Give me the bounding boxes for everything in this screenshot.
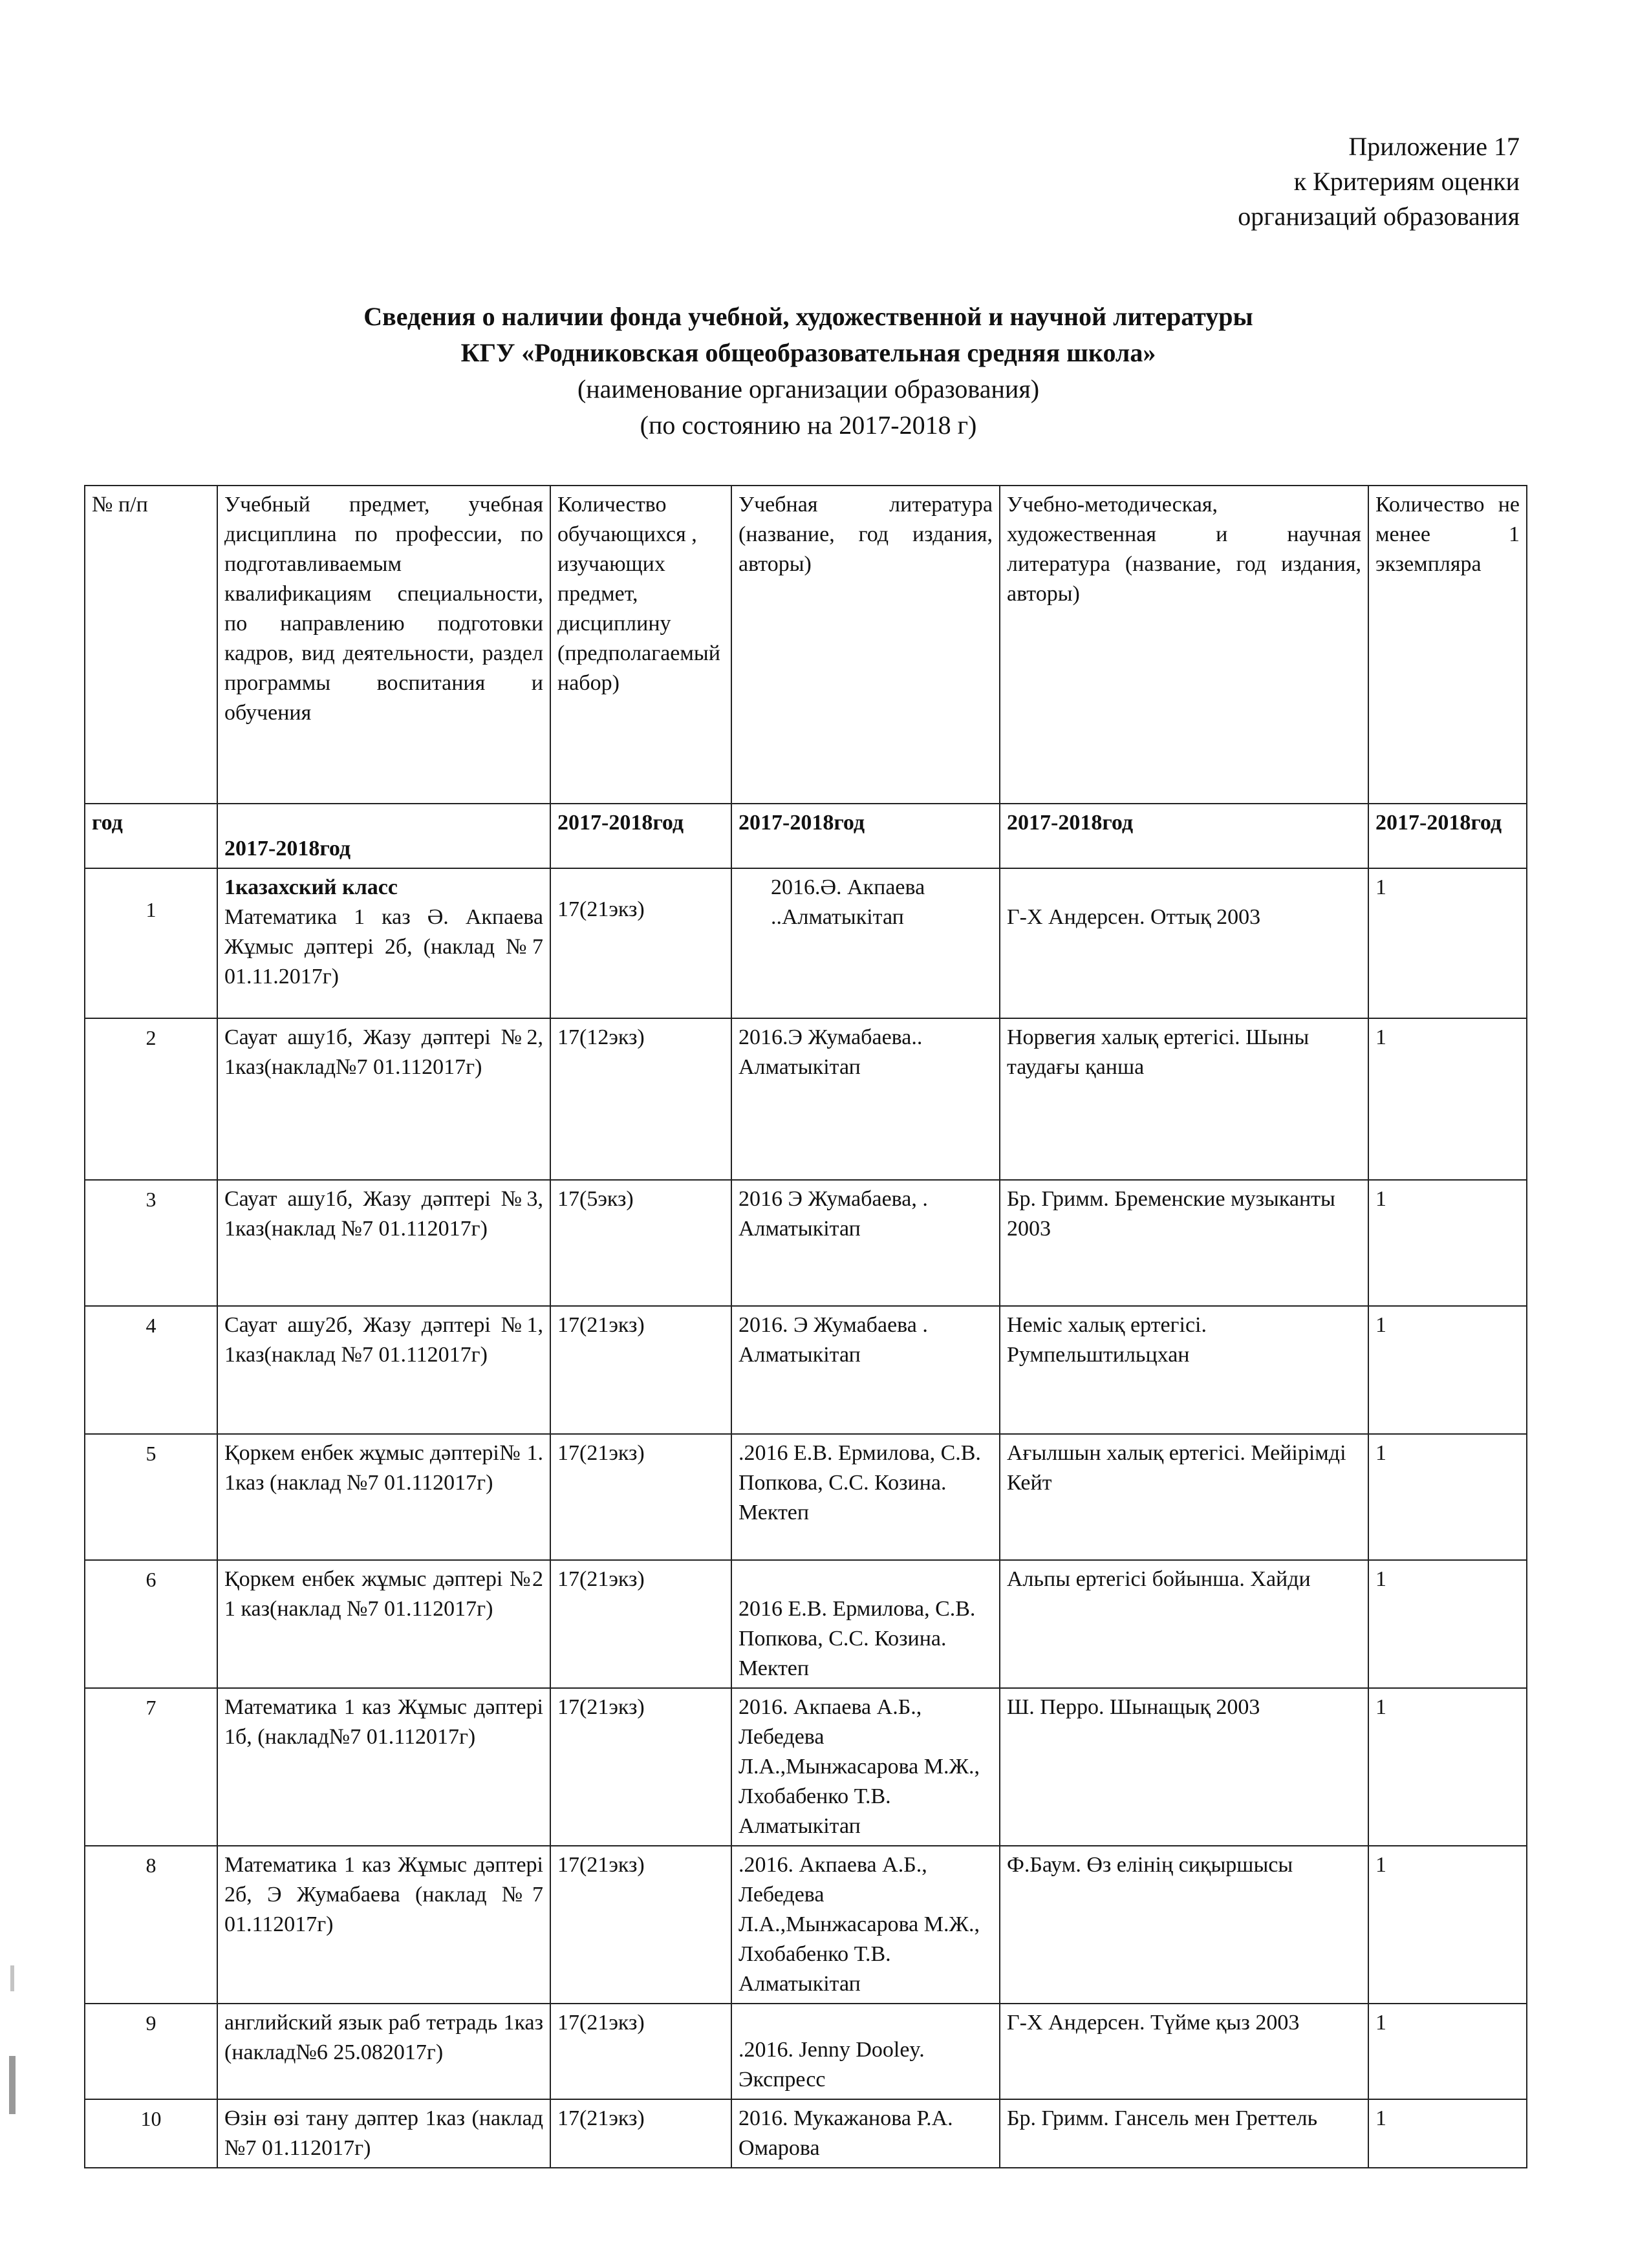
row-subject: Өзін өзі тану дәптер 1каз (наклад №7 01.112017г) [217, 2099, 550, 2168]
table-row [85, 1306, 1527, 1434]
title-line-4: (по состоянию на 2017-2018 г) [640, 411, 977, 440]
header-subject: Учебный предмет, учебная дисциплина по профессии, по подготавливаемым квалификациям специальности, по направлению подготовки кадров, вид деятельности, раздел программы воспитания и обучения [217, 486, 550, 804]
row-copies: 1 [1368, 1018, 1527, 1180]
table-row [85, 2099, 1527, 2168]
appendix-line-3: организаций образования [1238, 202, 1520, 231]
row-subject: Математика 1 каз Жұмыс дәптері 2б, Э Жумабаева (наклад №7 01.112017г) [217, 1846, 550, 2004]
header-methodical-literature: Учебно-методическая, художественная и научная литература (название, год издания, авторы) [1000, 486, 1368, 804]
row-textbook: 2016 Е.В. Ермилова, С.В. Попкова, С.С. Козина. Мектеп [731, 1560, 1000, 1688]
row-students: 17(21экз) [550, 1434, 731, 1560]
row-literature: Г-Х Андерсен. Оттық 2003 [1000, 868, 1368, 1018]
row-students: 17(21экз) [550, 2004, 731, 2099]
literature-fund-table [84, 485, 1527, 2168]
scan-edge-mark [10, 1965, 14, 1991]
row-number: 7 [85, 1688, 217, 1846]
row-number: 5 [85, 1434, 217, 1560]
header-textbooks: Учебная литература (название, год издания, авторы) [731, 486, 1000, 804]
table-row [85, 1846, 1527, 2004]
row-students: 17(12экз) [550, 1018, 731, 1180]
year-literature: 2017-2018год [1000, 804, 1368, 868]
row-copies: 1 [1368, 1846, 1527, 2004]
row-literature: Ағылшын халық ертегісі. Мейірімді Кейт [1000, 1434, 1368, 1560]
row-number: 4 [85, 1306, 217, 1434]
row-number: 3 [85, 1180, 217, 1306]
header-number: № п/п [85, 486, 217, 804]
row-number: 6 [85, 1560, 217, 1688]
header-students: Количество обучающихся , изучающих предмет, дисциплину (предполагаемый набор) [550, 486, 731, 804]
title-line-1: Сведения о наличии фонда учебной, художественной и научной литературы [363, 302, 1253, 331]
row-copies: 1 [1368, 1688, 1527, 1846]
row-literature: Бр. Гримм. Бременские музыканты 2003 [1000, 1180, 1368, 1306]
row-subject: Қоркем енбек жұмыс дәптері №2 1 каз(наклад №7 01.112017г) [217, 1560, 550, 1688]
appendix-line-2: к Критериям оценки [1293, 167, 1520, 196]
row-textbook: 2016.Ә. Акпаева ..Алматыкітап [731, 868, 1000, 1018]
row-subject [217, 868, 550, 1018]
row-copies: 1 [1368, 1434, 1527, 1560]
year-textbooks: 2017-2018год [731, 804, 1000, 868]
table-row [85, 1688, 1527, 1846]
row-copies: 1 [1368, 1180, 1527, 1306]
row-literature: Ф.Баум. Өз елінің сиқыршысы [1000, 1846, 1368, 2004]
header-copies: Количество не менее 1 экземпляра [1368, 486, 1527, 804]
row-number: 8 [85, 1846, 217, 2004]
row-students: 17(21экз) [550, 1688, 731, 1846]
table-row [85, 2004, 1527, 2099]
row-students: 17(21экз) [550, 1560, 731, 1688]
row-textbook: .2016 Е.В. Ермилова, С.В. Попкова, С.С. Козина. Мектеп [731, 1434, 1000, 1560]
table-row [85, 1560, 1527, 1688]
year-label: год [85, 804, 217, 868]
row-copies: 1 [1368, 2004, 1527, 2099]
row-number: 10 [85, 2099, 217, 2168]
year-row [85, 804, 1527, 868]
year-subject: 2017-2018год [217, 804, 550, 868]
table-row [85, 1180, 1527, 1306]
row-subject: Қоркем енбек жұмыс дәптері№ 1. 1каз (наклад №7 01.112017г) [217, 1434, 550, 1560]
row-copies: 1 [1368, 2099, 1527, 2168]
row-textbook: .2016. Jenny Dooley. Экспресс [731, 2004, 1000, 2099]
row-number: 1 [85, 868, 217, 1018]
row-textbook: 2016. Мукажанова Р.А. Омарова [731, 2099, 1000, 2168]
year-copies: 2017-2018год [1368, 804, 1527, 868]
class-subheading: 1казахский класс [224, 875, 398, 899]
year-students: 2017-2018год [550, 804, 731, 868]
table-row [85, 1434, 1527, 1560]
row-subject: Сауат ашу2б, Жазу дәптері №1, 1каз(наклад №7 01.112017г) [217, 1306, 550, 1434]
row-textbook: 2016. Акпаева А.Б., Лебедева Л.А.,Мынжасарова М.Ж., Лхобабенко Т.В. Алматыкітап [731, 1688, 1000, 1846]
row-literature: Норвегия халық ертегісі. Шыны таудағы қанша [1000, 1018, 1368, 1180]
subject-text: Математика 1 каз Ә. Акпаева Жұмыс дәптері 2б, (наклад №7 01.11.2017г) [224, 905, 543, 989]
table-row [85, 1018, 1527, 1180]
appendix-line-1: Приложение 17 [1348, 132, 1520, 161]
row-literature: Альпы ертегісі бойынша. Хайди [1000, 1560, 1368, 1688]
row-copies: 1 [1368, 1306, 1527, 1434]
row-copies: 1 [1368, 1560, 1527, 1688]
row-subject: Сауат ашу1б, Жазу дәптері №2, 1каз(наклад№7 01.112017г) [217, 1018, 550, 1180]
row-textbook: 2016. Э Жумабаева . Алматыкітап [731, 1306, 1000, 1434]
row-students: 17(21экз) [550, 1846, 731, 2004]
title-line-3: (наименование организации образования) [577, 374, 1040, 403]
title-line-2: КГУ «Родниковская общеобразовательная средняя школа» [460, 338, 1156, 367]
document-title [84, 299, 1533, 444]
row-textbook: 2016.Э Жумабаева.. Алматыкітап [731, 1018, 1000, 1180]
row-students: 17(21экз) [550, 1306, 731, 1434]
row-subject: Математика 1 каз Жұмыс дәптері 1б, (наклад№7 01.112017г) [217, 1688, 550, 1846]
row-textbook: 2016 Э Жумабаева, . Алматыкітап [731, 1180, 1000, 1306]
row-copies: 1 [1368, 868, 1527, 1018]
row-subject: Сауат ашу1б, Жазу дәптері №3, 1каз(наклад №7 01.112017г) [217, 1180, 550, 1306]
row-number: 9 [85, 2004, 217, 2099]
row-subject: английский язык раб тетрадь 1каз (наклад№6 25.082017г) [217, 2004, 550, 2099]
row-literature: Бр. Гримм. Гансель мен Греттель [1000, 2099, 1368, 2168]
header-row [85, 486, 1527, 804]
row-students: 17(21экз) [550, 2099, 731, 2168]
table-row [85, 868, 1527, 1018]
row-students: 17(21экз) [550, 868, 731, 1018]
row-textbook: .2016. Акпаева А.Б., Лебедева Л.А.,Мынжасарова М.Ж., Лхобабенко Т.В. Алматыкітап [731, 1846, 1000, 2004]
scan-edge-mark [9, 2056, 16, 2114]
row-literature: Г-Х Андерсен. Түйме қыз 2003 [1000, 2004, 1368, 2099]
row-students: 17(5экз) [550, 1180, 731, 1306]
row-literature: Неміс халық ертегісі. Румпельштильцхан [1000, 1306, 1368, 1434]
row-literature: Ш. Перро. Шынащық 2003 [1000, 1688, 1368, 1846]
appendix-note [1067, 129, 1520, 234]
row-number: 2 [85, 1018, 217, 1180]
